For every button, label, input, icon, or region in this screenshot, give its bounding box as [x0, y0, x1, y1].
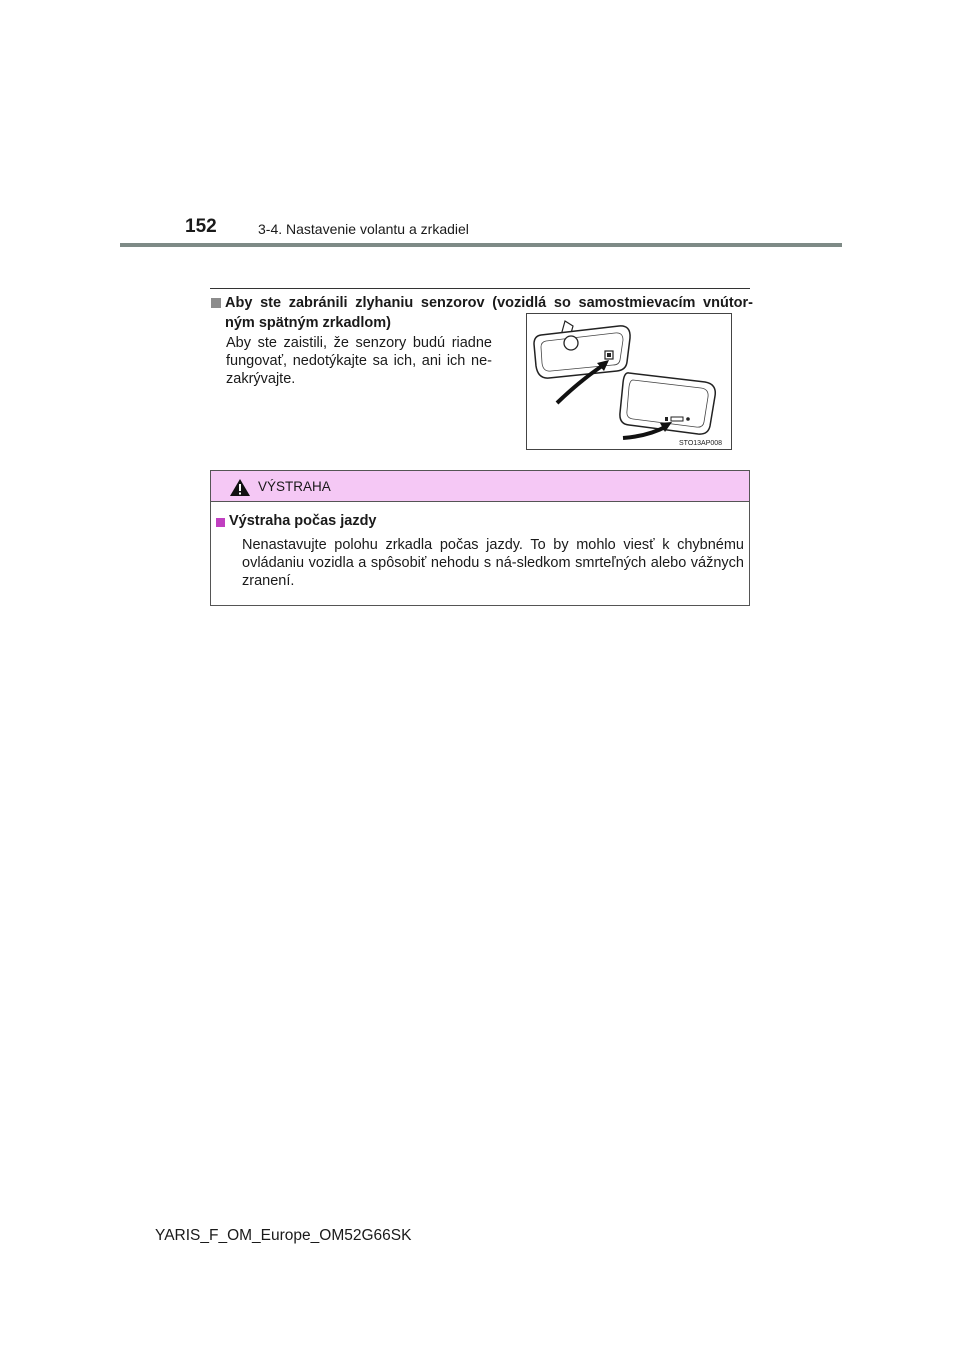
- section-title: 3-4. Nastavenie volantu a zrkadiel: [258, 221, 469, 237]
- warning-header: [211, 471, 749, 502]
- illustration-code: STO13AP008: [679, 440, 723, 447]
- footer-document-id: YARIS_F_OM_Europe_OM52G66SK: [155, 1227, 412, 1244]
- topic-divider: [210, 288, 750, 289]
- warning-title: VÝSTRAHA: [258, 479, 331, 494]
- warning-bullet-icon: [216, 518, 225, 527]
- warning-triangle-icon: [229, 478, 251, 497]
- topic-bullet-icon: [211, 298, 221, 308]
- topic-heading: Aby ste zabránili zlyhaniu senzorov (vozidlá so samostmievacím vnútor-ným spätným zrkadlom): [225, 295, 753, 331]
- rearview-mirror-sensor-illustration: [527, 314, 731, 449]
- header-rule: [120, 243, 842, 247]
- warning-heading: Výstraha počas jazdy: [229, 513, 377, 529]
- page-number: 152: [185, 216, 217, 237]
- topic-body-text: Aby ste zaistili, že senzory budú riadne fungovať, nedotýkajte sa ich, ani ich ne-zakrývajte.: [226, 335, 492, 387]
- warning-box: [210, 470, 750, 606]
- warning-text: Nenastavujte polohu zrkadla počas jazdy. To by mohlo viesť k chybnému ovládaniu vozidla a spôsobiť nehodu s ná-sledkom smrteľných alebo vážnych zranení.: [242, 537, 744, 589]
- rearview-mirror-illustration: [526, 313, 732, 450]
